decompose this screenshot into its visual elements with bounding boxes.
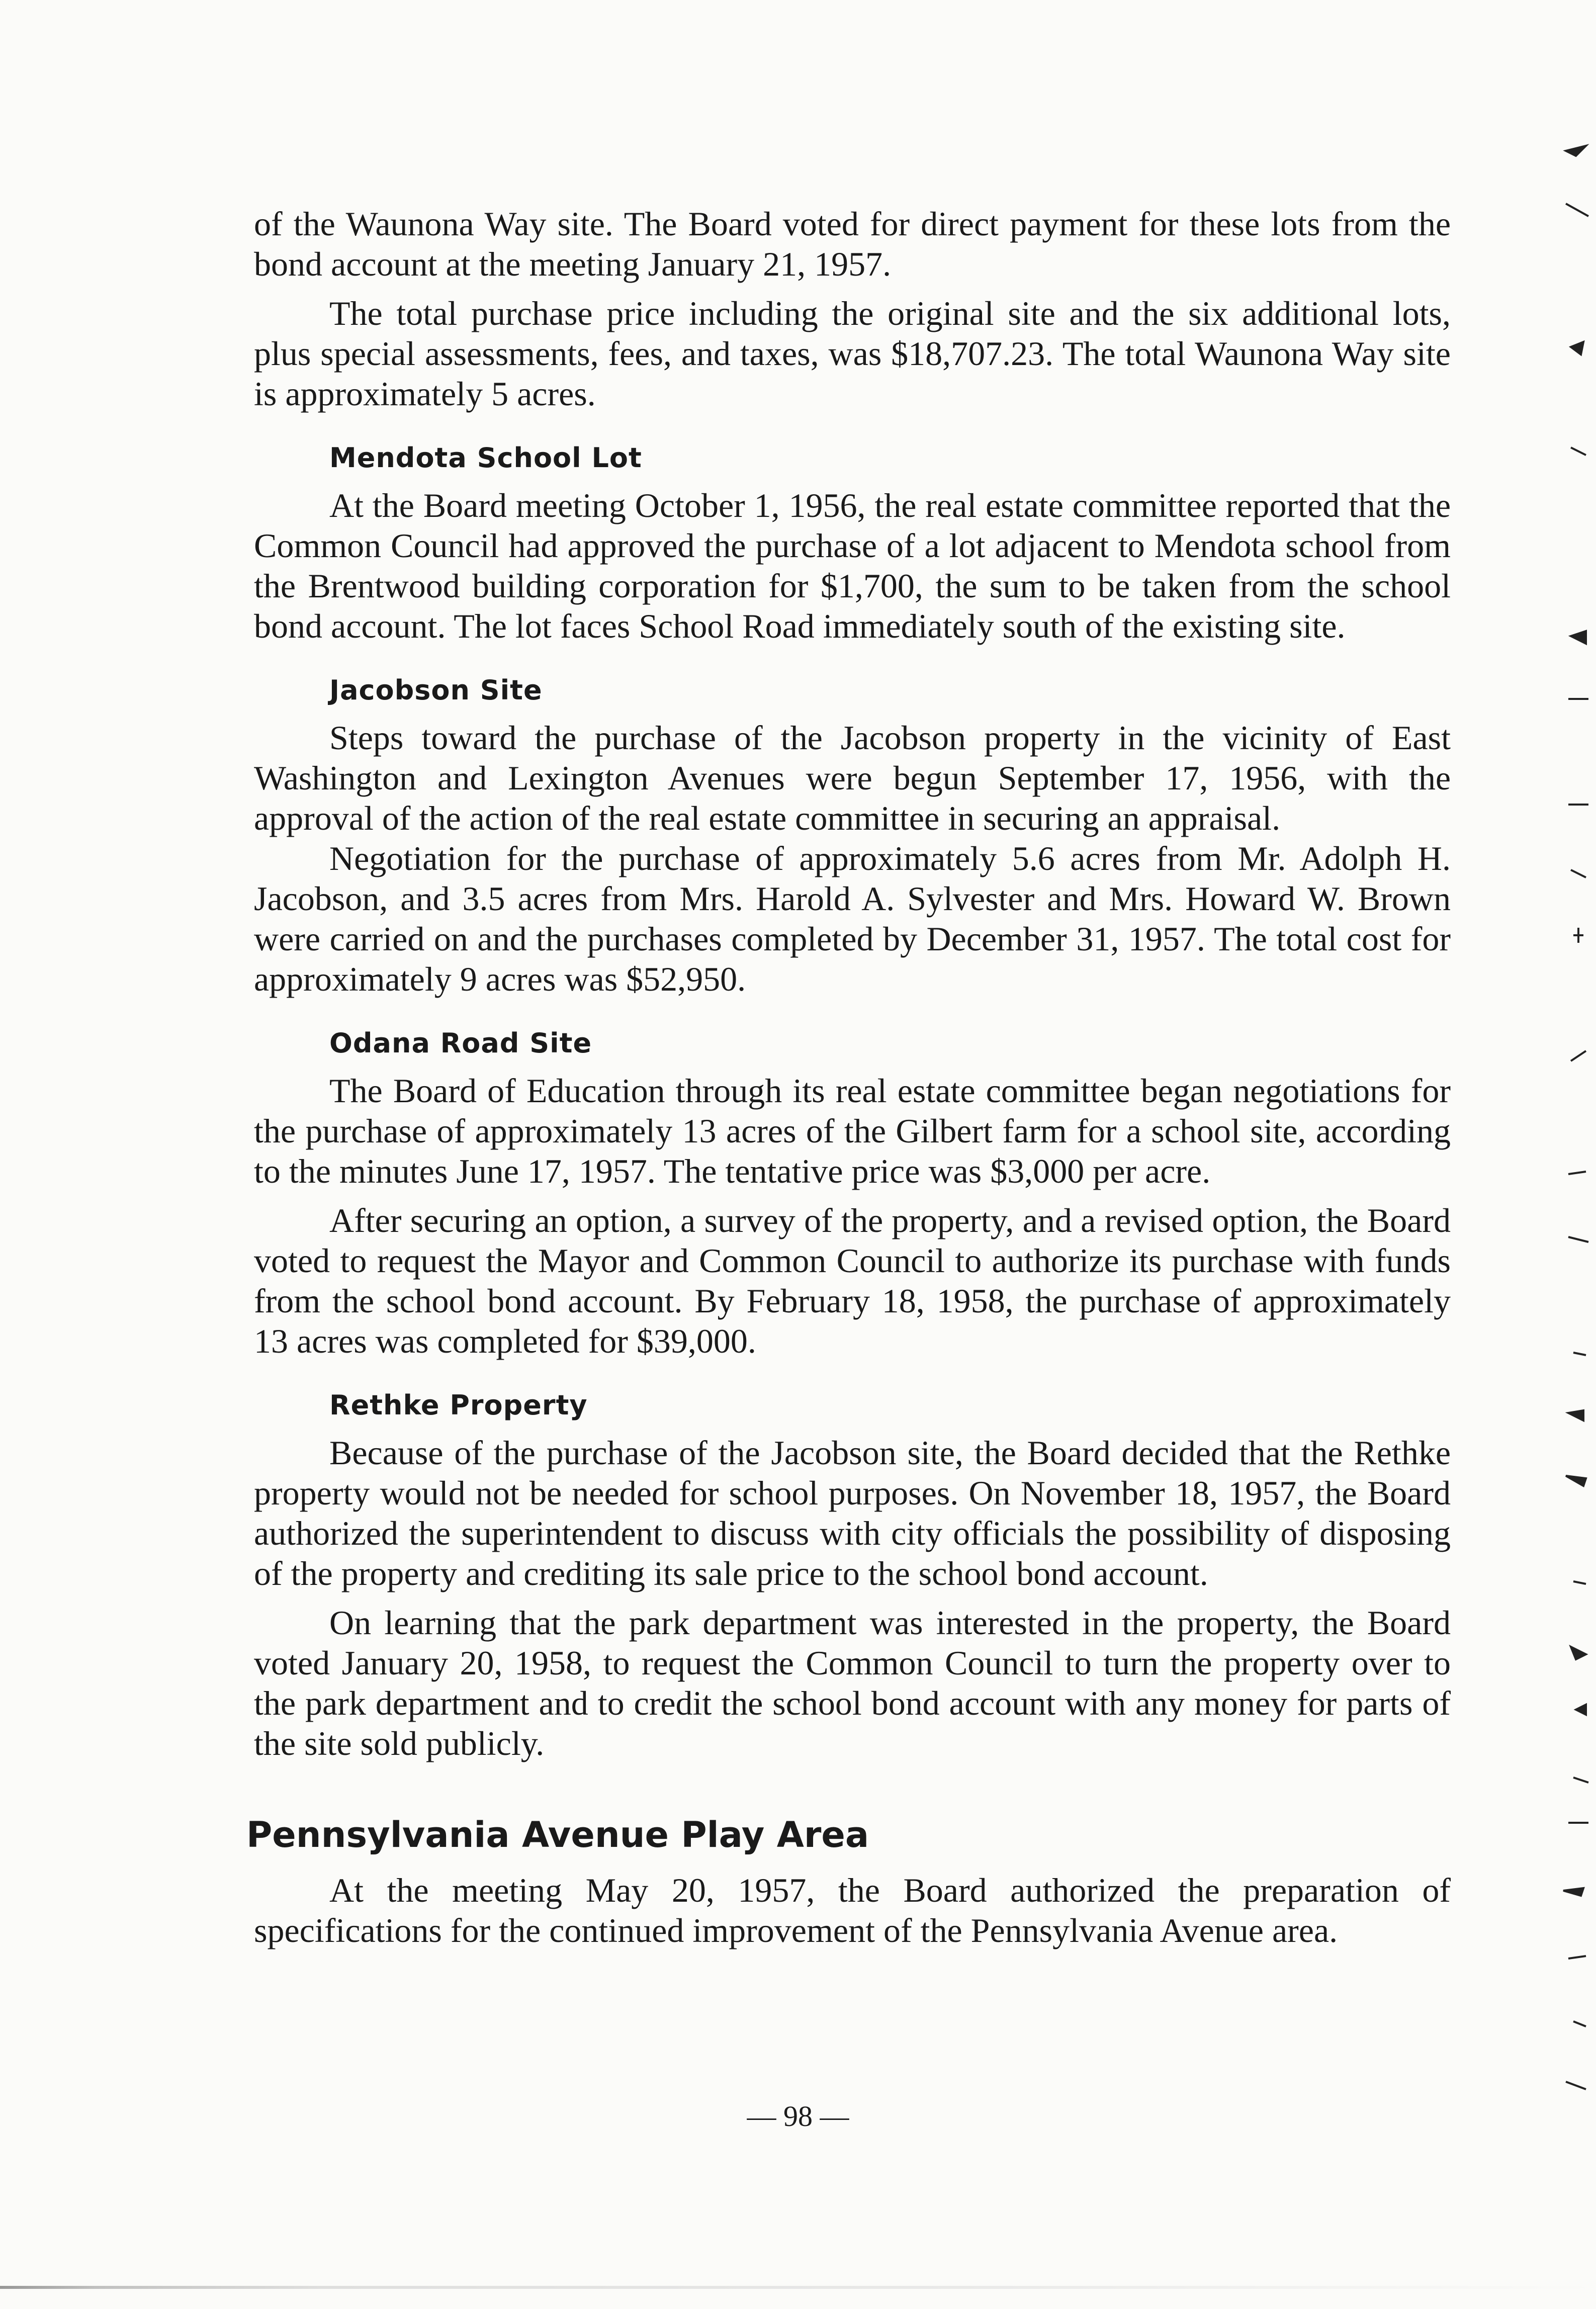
paragraph-rethke-park: On learning that the park department was interested in the property, the Board voted January 20, 1958, to request the Common Council to turn the property over to the park department and to credit the school bond account with any money for parts of the site sold publicly. — [254, 1604, 1451, 1762]
subheading-odana-road-site: Odana Road Site — [329, 1027, 592, 1059]
subheading-jacobson-site: Jacobson Site — [329, 674, 543, 706]
paragraph-jacobson-negotiation: Negotiation for the purchase of approximately 5.6 acres from Mr. Adolph H. Jacobson, and 3.5 acres from Mrs. Harold A. Sylvester and Mrs. Howard W. Brown were carried on and the purchases completed by December 31, 1957. The total cost for approximately 9 acres was $52,950. — [254, 839, 1451, 998]
page-body — [246, 204, 1451, 1950]
paragraph-waunona-continued: of the Waunona Way site. The Board voted for direct payment for these lots from the bond account at the meeting January 21, 1957. — [254, 205, 1451, 283]
paragraph-rethke-decision: Because of the purchase of the Jacobson site, the Board decided that the Rethke property would not be needed for school purposes. On November 18, 1957, the Board authorized the superintendent to discuss with city officials the possibility of disposing of the property and crediting its sale price to the school bond account. — [254, 1434, 1451, 1592]
paragraph-odana-negotiations: The Board of Education through its real estate committee began negotiations for the purchase of approximately 13 acres of the Gilbert farm for a school site, according to the minutes June 17, 1957. The tentative price was $3,000 per acre. — [254, 1072, 1451, 1190]
paragraph-mendota: At the Board meeting October 1, 1956, the real estate committee reported that the Common Council had approved the purchase of a lot adjacent to Mendota school from the Brentwood building corporation for $1,700, the sum to be taken from the school bond account. The lot faces School Road immediately south of the existing site. — [254, 486, 1451, 645]
section-heading-pennsylvania-avenue: Pennsylvania Avenue Play Area — [246, 1814, 869, 1855]
paragraph-waunona-total: The total purchase price including the original site and the six additional lots, plus special assessments, fees, and taxes, was $18,707.23. The total Waunona Way site is approximately 5 acres. — [254, 294, 1451, 413]
paragraph-jacobson-steps: Steps toward the purchase of the Jacobson property in the vicinity of East Washington and Lexington Avenues were begun September 17, 1956, with the approval of the action of the real estate committee in securing an appraisal. — [254, 719, 1451, 837]
margin-scan-marks — [1546, 0, 1596, 2309]
paragraph-odana-purchase: After securing an option, a survey of the property, and a revised option, the Board voted to request the Mayor and Common Council to authorize its purchase with funds from the school bond account. By February 18, 1958, the purchase of approximately 13 acres was completed for $39,000. — [254, 1201, 1451, 1360]
subheading-rethke-property: Rethke Property — [329, 1389, 588, 1421]
scan-bottom-edge — [0, 2286, 1596, 2289]
paragraph-pennsylvania: At the meeting May 20, 1957, the Board authorized the preparation of specifications for the continued improvement of the Pennsylvania Avenue area. — [254, 1871, 1451, 1949]
subheading-mendota-school-lot: Mendota School Lot — [329, 442, 642, 474]
page-number: — 98 — — [747, 2100, 849, 2133]
